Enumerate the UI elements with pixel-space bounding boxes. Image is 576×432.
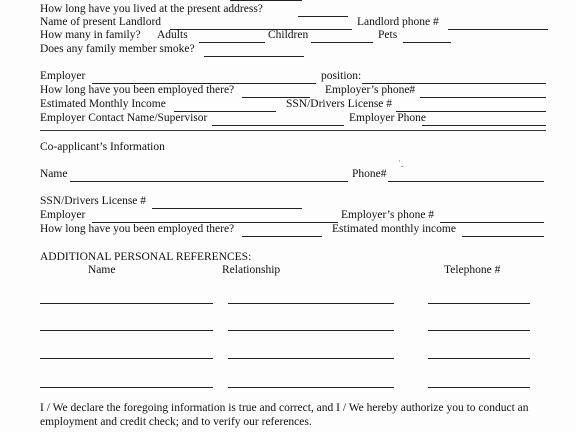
reference-1-phone-field[interactable]	[428, 303, 530, 304]
reference-2-phone-field[interactable]	[428, 330, 530, 331]
smoke-field[interactable]	[204, 56, 304, 57]
coapplicant-employer-phone-label: Employer’s phone #	[341, 209, 435, 221]
declaration-line-1: I / We declare the foregoing information is true and correct, and I / We hereby authorize you to conduct an	[40, 402, 529, 414]
monthly-income-label: Estimated Monthly Income	[40, 98, 166, 110]
ref-col-phone: Telephone #	[444, 264, 501, 276]
reference-3-phone-field[interactable]	[428, 358, 530, 359]
employer-contact-label: Employer Contact Name/Supervisor	[40, 112, 208, 124]
reference-2-name-field[interactable]	[40, 330, 213, 331]
adults-label: Adults	[157, 29, 188, 41]
landlord-phone-field[interactable]	[448, 29, 548, 30]
employer-phone-label: Employer’s phone#	[325, 84, 416, 96]
coapplicant-ssn-field[interactable]	[152, 208, 302, 209]
ref-col-name: Name	[88, 264, 116, 276]
coapplicant-heading: Co-applicant’s Information	[40, 141, 165, 153]
employer-phone-field[interactable]	[420, 97, 546, 98]
ref-col-relationship: Relationship	[222, 264, 281, 276]
coapplicant-phone-label: Phone#	[352, 168, 387, 180]
employer-phone2-label: Employer Phone	[349, 112, 426, 124]
children-field[interactable]	[311, 42, 373, 43]
scan-speck: ˙.	[398, 159, 404, 169]
how-long-address-label: How long have you lived at the present address?	[40, 3, 263, 15]
coapplicant-employer-label: Employer	[40, 209, 86, 221]
section-divider	[40, 130, 546, 131]
reference-2-relationship-field[interactable]	[228, 330, 394, 331]
reference-4-relationship-field[interactable]	[228, 387, 394, 388]
employer-contact-field[interactable]	[212, 125, 344, 126]
children-label: Children	[268, 29, 309, 41]
reference-3-name-field[interactable]	[40, 358, 213, 359]
reference-4-name-field[interactable]	[40, 387, 213, 388]
employer-phone2-field[interactable]	[422, 125, 546, 126]
coapplicant-duration-field[interactable]	[242, 236, 322, 237]
coapplicant-name-field[interactable]	[70, 181, 348, 182]
family-count-label: How many in family?	[40, 29, 141, 41]
reference-4-phone-field[interactable]	[428, 387, 530, 388]
pets-field[interactable]	[403, 42, 451, 43]
ssn-label: SSN/Drivers License #	[286, 98, 393, 110]
smoke-label: Does any family member smoke?	[40, 43, 195, 55]
reference-1-relationship-field[interactable]	[228, 303, 394, 304]
coapplicant-ssn-label: SSN/Drivers License #	[40, 195, 147, 207]
declaration-line-2: employment and credit check; and to verify our references.	[40, 416, 312, 428]
coapplicant-income-label: Estimated monthly income	[332, 223, 456, 235]
reference-1-name-field[interactable]	[40, 303, 213, 304]
coapplicant-duration-label: How long have you been employed there?	[40, 223, 235, 235]
landlord-name-field[interactable]	[170, 29, 352, 30]
employment-duration-label: How long have you been employed there?	[40, 84, 235, 96]
coapplicant-name-label: Name	[40, 168, 68, 180]
coapplicant-income-field[interactable]	[462, 236, 544, 237]
employer-label: Employer	[40, 70, 86, 82]
landlord-name-label: Name of present Landlord	[40, 16, 162, 28]
top-partial-line	[230, 0, 302, 1]
coapplicant-phone-field[interactable]	[388, 181, 544, 182]
references-heading: ADDITIONAL PERSONAL REFERENCES:	[40, 251, 252, 263]
position-label: position:	[321, 70, 362, 82]
how-long-address-field[interactable]	[298, 16, 348, 17]
adults-field[interactable]	[199, 42, 265, 43]
reference-3-relationship-field[interactable]	[228, 358, 394, 359]
pets-label: Pets	[378, 29, 398, 41]
landlord-phone-label: Landlord phone #	[357, 16, 439, 28]
